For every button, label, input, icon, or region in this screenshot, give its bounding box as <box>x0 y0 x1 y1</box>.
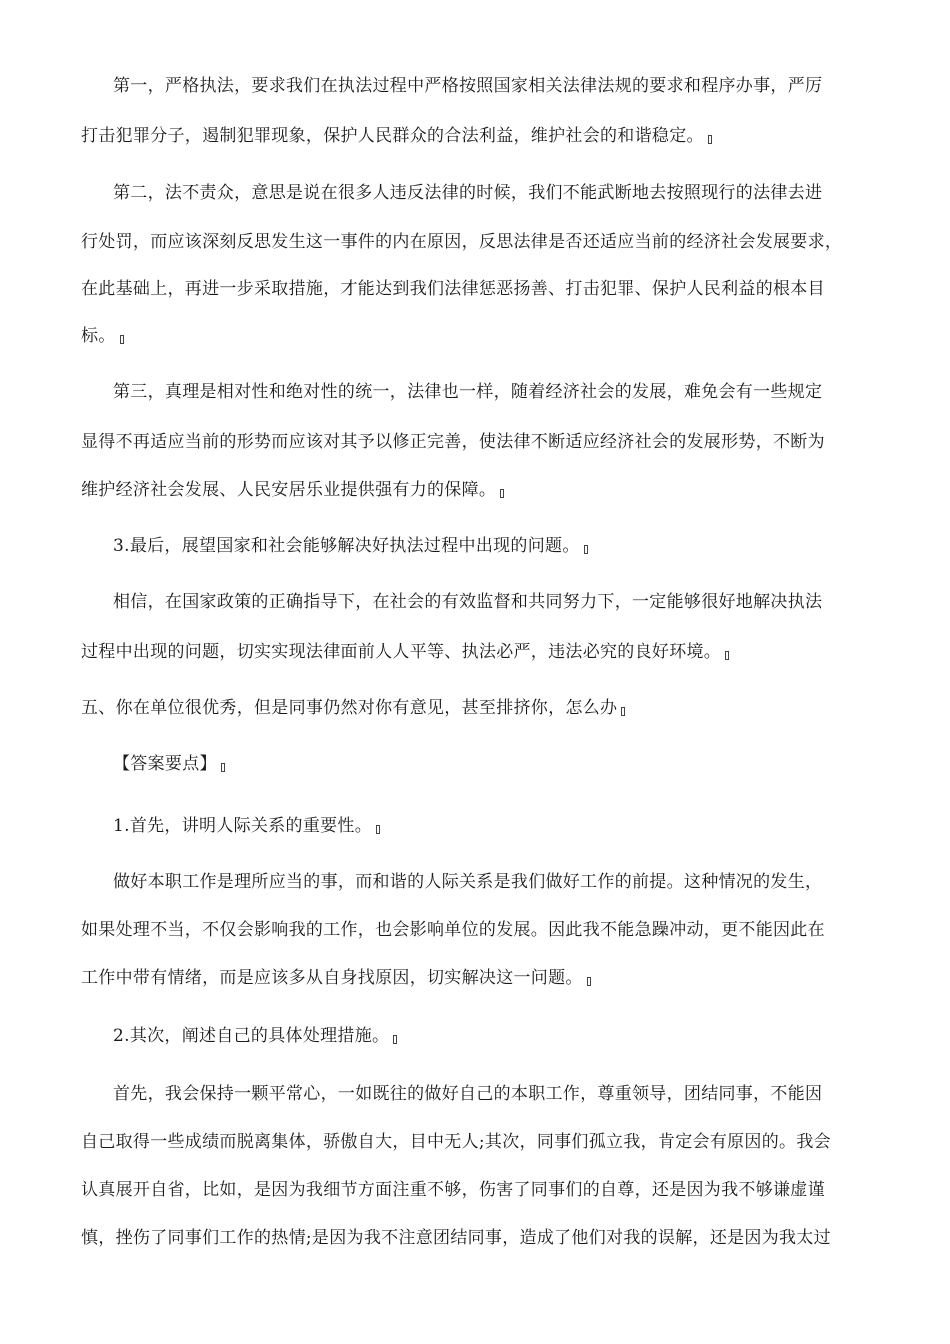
text-line: 显得不再适应当前的形势而应该对其予以修正完善，使法律不断适应经济社会的发展形势，不断为 <box>81 432 825 452</box>
text-line: 在此基础上，再进一步采取措施，才能达到我们法律惩恶扬善、打击犯罪、保护人民利益的根本目 <box>81 279 825 299</box>
paragraph-mark-icon <box>221 763 225 772</box>
text-line: 慎，挫伤了同事们工作的热情;是因为我不注意团结同事，造成了他们对我的误解，还是因为我太过 <box>81 1228 831 1248</box>
paragraph-mark-icon <box>393 1035 397 1044</box>
text-line: 首先，我会保持一颗平常心，一如既往的做好自己的本职工作，尊重领导，团结同事，不能因 <box>113 1084 823 1104</box>
section-heading: 五、你在单位很优秀，但是同事仍然对你有意见，甚至排挤你，怎么办 <box>81 696 625 720</box>
text-line: 维护经济社会发展、人民安居乐业提供强有力的保障。 <box>81 478 504 502</box>
text-line: 过程中出现的问题，切实实现法律面前人人平等、执法必严，违法必究的良好环境。 <box>81 640 729 664</box>
text-line: 打击犯罪分子，遏制犯罪现象，保护人民群众的合法利益，维护社会的和谐稳定。 <box>81 124 712 148</box>
text-line: 工作中带有情绪，而是应该多从自身找原因，切实解决这一问题。 <box>81 966 591 990</box>
text-line: 标。 <box>81 324 124 348</box>
text-line: 3.最后，展望国家和社会能够解决好执法过程中出现的问题。 <box>113 534 588 558</box>
paragraph-mark-icon <box>708 135 712 144</box>
text-line: 行处罚，而应该深刻反思发生这一事件的内在原因，反思法律是否还适应当前的经济社会发展要求， <box>81 232 843 252</box>
paragraph-mark-icon <box>584 545 588 554</box>
paragraph-mark-icon <box>120 335 124 344</box>
text-line: 做好本职工作是理所应当的事，而和谐的人际关系是我们做好工作的前提。这种情况的发生， <box>113 872 823 892</box>
paragraph-mark-icon <box>725 651 729 660</box>
answer-points-heading: 【答案要点】 <box>113 752 225 776</box>
text-line: 第二，法不责众，意思是说在很多人违反法律的时候，我们不能武断地去按照现行的法律去进 <box>113 183 823 203</box>
text-line: 自己取得一些成绩而脱离集体，骄傲自大，目中无人;其次，同事们孤立我，肯定会有原因的。我会 <box>81 1132 831 1152</box>
text-line: 1.首先，讲明人际关系的重要性。 <box>113 814 380 838</box>
text-line: 相信，在国家政策的正确指导下，在社会的有效监督和共同努力下，一定能够很好地解决执法 <box>113 592 823 612</box>
text-line: 第三，真理是相对性和绝对性的统一，法律也一样，随着经济社会的发展，难免会有一些规定 <box>113 382 823 402</box>
paragraph-mark-icon <box>376 825 380 834</box>
text-line: 2.其次，阐述自己的具体处理措施。 <box>113 1024 397 1048</box>
text-line: 第一，严格执法，要求我们在执法过程中严格按照国家相关法律法规的要求和程序办事，严厉 <box>113 76 823 96</box>
paragraph-mark-icon <box>587 977 591 986</box>
paragraph-mark-icon <box>500 489 504 498</box>
text-line: 如果处理不当，不仅会影响我的工作，也会影响单位的发展。因此我不能急躁冲动，更不能因此在 <box>81 920 825 940</box>
paragraph-mark-icon <box>621 707 625 716</box>
text-line: 认真展开自省，比如，是因为我细节方面注重不够，伤害了同事们的自尊，还是因为我不够谦虚谨 <box>81 1180 825 1200</box>
